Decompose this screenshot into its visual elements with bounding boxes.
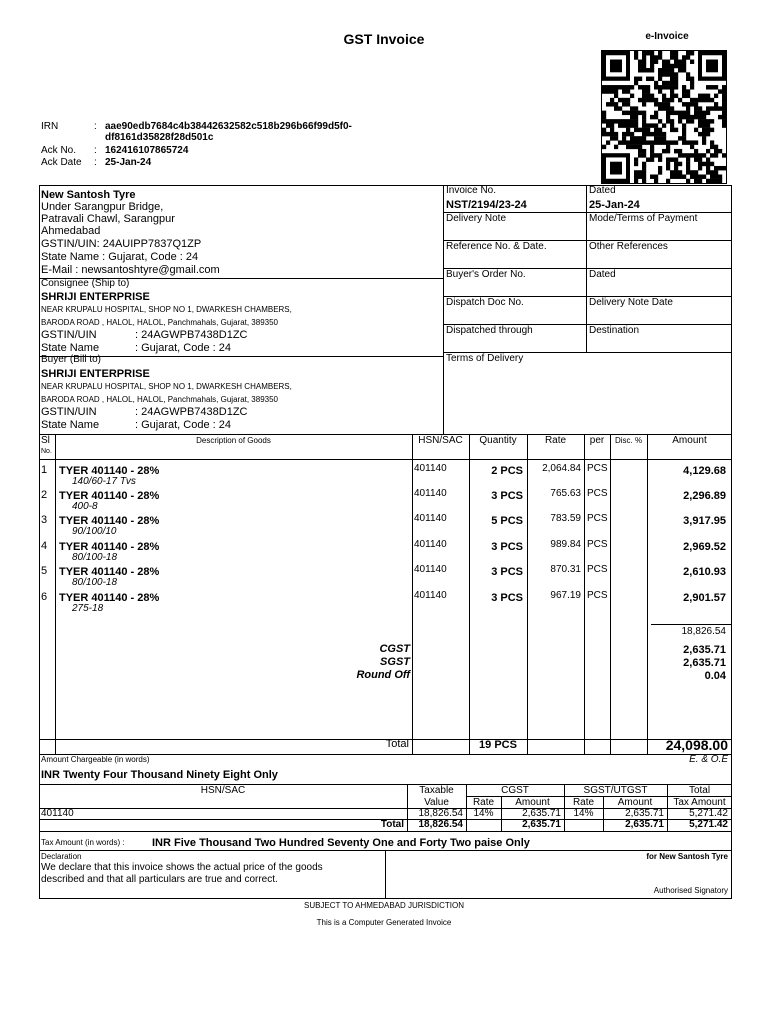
consignee-address-2: BARODA ROAD , HALOL, HALOL, Panchmahals, Gujarat, 389350 [41, 318, 278, 327]
item-rate: 765.63 [550, 488, 581, 499]
computer-generated-note: This is a Computer Generated Invoice [316, 918, 452, 927]
delivery-note-label: Delivery Note [446, 213, 507, 224]
irn-colon: : [94, 121, 97, 132]
divider [610, 434, 611, 754]
tax-row-taxable: 18,826.54 [418, 808, 463, 819]
seller-gstin: GSTIN/UIN: 24AUIPP7837Q1ZP [41, 238, 202, 250]
item-rate: 989.84 [550, 539, 581, 550]
item-sl: 1 [41, 464, 48, 476]
round-off-amount: 0.04 [704, 670, 726, 682]
item-quantity: 3 PCS [491, 541, 523, 553]
destination-label: Destination [589, 325, 640, 336]
total-quantity: 19 PCS [479, 739, 517, 751]
item-amount: 2,901.57 [683, 592, 726, 604]
declaration-label: Declaration [41, 852, 82, 861]
ack-date-value: 25-Jan-24 [105, 157, 152, 168]
dated-value: 25-Jan-24 [589, 199, 640, 211]
invoice-no-label: Invoice No. [446, 185, 497, 196]
col-amount: Amount [672, 435, 707, 446]
invoice-no: NST/2194/23-24 [446, 199, 527, 211]
divider [647, 434, 648, 754]
item-per: PCS [587, 463, 608, 474]
tax-total-head-2: Tax Amount [673, 797, 726, 808]
item-quantity: 2 PCS [491, 465, 523, 477]
tax-row-hsn: 401140 [41, 808, 74, 819]
col-disc: Disc. % [614, 436, 643, 445]
item-hsn: 401140 [414, 513, 447, 524]
tax-cgst-amount-head: Amount [515, 797, 550, 808]
item-name: TYER 401140 - 28% [59, 566, 160, 578]
subtotal: 18,826.54 [681, 626, 726, 637]
buyer-gstin: : 24AGWPB7438D1ZC [135, 406, 248, 418]
ack-no-colon: : [94, 145, 97, 156]
item-hsn: 401140 [414, 564, 447, 575]
seller-email: E-Mail : newsantoshtyre@gmail.com [41, 264, 220, 276]
item-quantity: 3 PCS [491, 592, 523, 604]
consignee-gstin-label: GSTIN/UIN [41, 329, 97, 341]
tax-sgst-head: SGST/UTGST [583, 785, 648, 796]
buyers-order-label: Buyer's Order No. [446, 269, 526, 280]
irn-label: IRN [41, 121, 59, 132]
buyer-state-label: State Name [41, 419, 100, 431]
divider [586, 185, 587, 353]
declaration-line-2: described and that all particulars are true and correct. [41, 874, 278, 885]
item-name: TYER 401140 - 28% [59, 541, 160, 553]
item-hsn: 401140 [414, 539, 447, 550]
seller-state: State Name : Gujarat, Code : 24 [41, 251, 199, 263]
item-name: TYER 401140 - 28% [59, 515, 160, 527]
item-rate: 967.19 [550, 590, 581, 601]
sgst-amount: 2,635.71 [683, 657, 726, 669]
divider [385, 850, 386, 899]
ack-no-value: 162416107865724 [105, 145, 189, 156]
buyer-heading: Buyer (Bill to) [41, 354, 102, 365]
item-hsn: 401140 [414, 488, 447, 499]
item-name: TYER 401140 - 28% [59, 490, 160, 502]
divider [39, 831, 732, 832]
for-company: for New Santosh Tyre [646, 852, 728, 861]
divider [39, 459, 732, 460]
tax-row-cgst-rate: 14% [473, 808, 494, 819]
item-sub: 80/100-18 [72, 552, 118, 563]
item-sub: 400-8 [72, 501, 98, 512]
mode-terms-label: Mode/Terms of Payment [589, 213, 698, 224]
tax-row-total: 5,271.42 [689, 808, 728, 819]
einvoice-label: e-Invoice [645, 31, 689, 42]
item-per: PCS [587, 590, 608, 601]
divider [412, 434, 413, 754]
item-amount: 2,969.52 [683, 541, 726, 553]
item-sl: 5 [41, 565, 48, 577]
divider [443, 185, 444, 435]
tax-row-sgst-rate: 14% [573, 808, 594, 819]
col-sl: Sl [41, 435, 50, 446]
tax-sgst-amount-head: Amount [617, 797, 653, 808]
tax-sgst-rate-head: Rate [572, 797, 595, 808]
item-rate: 870.31 [550, 564, 581, 575]
ack-date-label: Ack Date [41, 157, 82, 168]
tax-words-label: Tax Amount (in words) : [41, 838, 125, 847]
tax-taxable-head-1: Taxable [419, 785, 454, 796]
item-rate: 2,064.84 [542, 463, 581, 474]
consignee-state: : Gujarat, Code : 24 [135, 342, 231, 354]
item-sl: 6 [41, 591, 48, 603]
cgst-label: CGST [379, 643, 410, 655]
item-name: TYER 401140 - 28% [59, 592, 160, 604]
buyer-address-2: BARODA ROAD , HALOL, HALOL, Panchmahals, Gujarat, 389350 [41, 395, 278, 404]
tax-total-cgst: 2,635.71 [522, 819, 561, 830]
divider [584, 434, 585, 754]
col-no: No. [41, 448, 52, 455]
col-per: per [589, 435, 605, 446]
item-sl: 3 [41, 514, 48, 526]
consignee-heading: Consignee (Ship to) [41, 278, 130, 289]
qr-code-icon [601, 50, 727, 184]
seller-address-2: Patravali Chawl, Sarangpur [41, 213, 175, 225]
divider [651, 624, 732, 625]
seller-address-1: Under Sarangpur Bridge, [41, 201, 164, 213]
item-quantity: 3 PCS [491, 566, 523, 578]
round-off-label: Round Off [356, 669, 410, 681]
dispatch-doc-label: Dispatch Doc No. [446, 297, 524, 308]
buyer-name: SHRIJI ENTERPRISE [41, 368, 150, 380]
words-label: Amount Chargeable (in words) [41, 755, 150, 764]
irn-value-2: df8161d35828f28d501c [105, 132, 214, 143]
reference-label: Reference No. & Date. [446, 241, 547, 252]
irn-value-1: aae90edb7684c4b38442632582c518b296b66f99d5f0- [105, 121, 352, 132]
item-sub: 80/100-18 [72, 577, 118, 588]
tax-taxable-head-2: Value [424, 797, 449, 808]
col-quantity: Quantity [479, 435, 517, 446]
item-quantity: 3 PCS [491, 490, 523, 502]
sgst-label: SGST [380, 656, 410, 668]
dated-label: Dated [589, 185, 616, 196]
tax-row-cgst-amount: 2,635.71 [522, 808, 561, 819]
declaration-line-1: We declare that this invoice shows the actual price of the goods [41, 862, 323, 873]
total-amount: 24,098.00 [665, 737, 728, 753]
consignee-gstin: : 24AGWPB7438D1ZC [135, 329, 248, 341]
buyer-gstin-label: GSTIN/UIN [41, 406, 97, 418]
item-rate: 783.59 [550, 513, 581, 524]
item-sub: 90/100/10 [72, 526, 117, 537]
tax-total-label: Total [380, 819, 404, 830]
tax-total-total: 5,271.42 [689, 819, 728, 830]
item-amount: 3,917.95 [683, 515, 726, 527]
col-hsn: HSN/SAC [418, 435, 463, 446]
tax-row-sgst-amount: 2,635.71 [625, 808, 664, 819]
amount-in-words: INR Twenty Four Thousand Ninety Eight Only [41, 769, 278, 781]
dispatched-through-label: Dispatched through [446, 325, 533, 336]
other-refs-label: Other References [589, 241, 668, 252]
cgst-amount: 2,635.71 [683, 644, 726, 656]
item-sub: 140/60-17 Tvs [72, 476, 136, 487]
consignee-name: SHRIJI ENTERPRISE [41, 291, 150, 303]
divider [39, 434, 732, 435]
item-per: PCS [587, 488, 608, 499]
invoice-title: GST Invoice [343, 31, 425, 47]
authorised-signatory: Authorised Signatory [653, 886, 728, 895]
tax-total-sgst: 2,635.71 [625, 819, 664, 830]
eoe-label: E. & O.E [689, 754, 728, 765]
col-rate: Rate [544, 435, 567, 446]
buyer-address-1: NEAR KRUPALU HOSPITAL, SHOP NO 1, DWARKESH CHAMBERS, [41, 382, 292, 391]
consignee-state-label: State Name [41, 342, 100, 354]
item-per: PCS [587, 539, 608, 550]
item-per: PCS [587, 564, 608, 575]
item-amount: 2,610.93 [683, 566, 726, 578]
total-label: Total [385, 738, 409, 750]
tax-total-taxable: 18,826.54 [418, 819, 463, 830]
delivery-note-date-label: Delivery Note Date [589, 297, 673, 308]
item-sl: 4 [41, 540, 48, 552]
item-hsn: 401140 [414, 463, 447, 474]
tax-cgst-head: CGST [501, 785, 529, 796]
item-name: TYER 401140 - 28% [59, 465, 160, 477]
seller-name: New Santosh Tyre [41, 189, 136, 201]
jurisdiction-note: SUBJECT TO AHMEDABAD JURISDICTION [303, 901, 465, 910]
ack-no-label: Ack No. [41, 145, 77, 156]
ack-date-colon: : [94, 157, 97, 168]
item-quantity: 5 PCS [491, 515, 523, 527]
col-description: Description of Goods [196, 436, 271, 445]
consignee-address-1: NEAR KRUPALU HOSPITAL, SHOP NO 1, DWARKESH CHAMBERS, [41, 305, 292, 314]
tax-cgst-rate-head: Rate [472, 797, 495, 808]
buyer-state: : Gujarat, Code : 24 [135, 419, 231, 431]
divider [55, 434, 56, 754]
tax-hsn-head: HSN/SAC [200, 785, 246, 796]
dated2-label: Dated [589, 269, 616, 280]
item-sub: 275-18 [72, 603, 104, 614]
item-sl: 2 [41, 489, 48, 501]
item-amount: 4,129.68 [683, 465, 726, 477]
item-hsn: 401140 [414, 590, 447, 601]
seller-city: Ahmedabad [41, 225, 101, 237]
tax-in-words: INR Five Thousand Two Hundred Seventy One and Forty Two paise Only [152, 837, 530, 849]
item-per: PCS [587, 513, 608, 524]
terms-of-delivery-label: Terms of Delivery [446, 353, 524, 364]
item-amount: 2,296.89 [683, 490, 726, 502]
tax-total-head-1: Total [688, 785, 711, 796]
